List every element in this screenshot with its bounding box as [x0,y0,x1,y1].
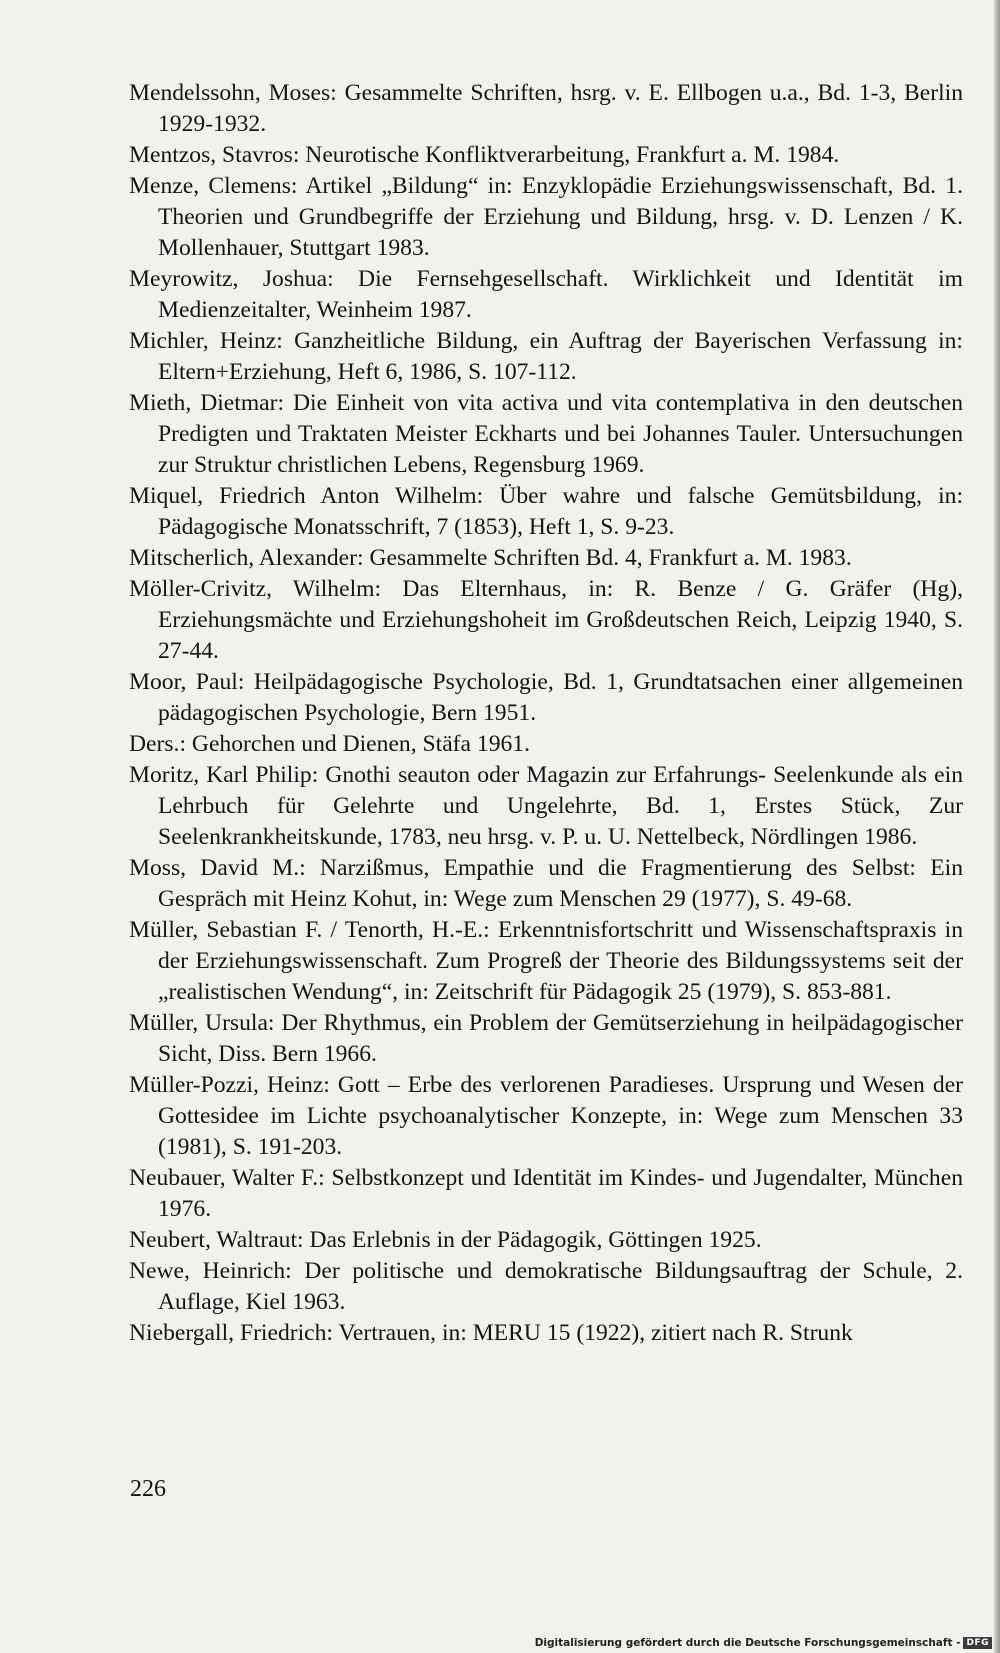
bibliography-entry: Niebergall, Friedrich: Vertrauen, in: MERU 15 (1922), zitiert nach R. Strunk [129,1320,853,1346]
bibliography-entry: Mentzos, Stavros: Neurotische Konfliktverarbeitung, Frankfurt a. M. 1984. [129,142,840,168]
bibliography-entry: Mitscherlich, Alexander: Gesammelte Schriften Bd. 4, Frankfurt a. M. 1983. [129,545,852,571]
bibliography-list [129,78,963,1349]
bibliography-entry: Meyrowitz, Joshua: Die Fernsehgesellschaft. Wirklichkeit und Identität im Medienzeitalter, Weinheim 1987. [129,266,963,323]
bibliography-entry: Müller, Ursula: Der Rhythmus, ein Problem der Gemütserziehung in heilpädagogischer Sicht, Diss. Bern 1966. [129,1010,963,1067]
bibliography-entry: Mieth, Dietmar: Die Einheit von vita activa und vita contemplativa in den deutschen Predigten und Traktaten Meister Eckharts und bei Johannes Tauler. Untersuchungen zur Struktur christlichen Lebens, Regensburg 1969. [129,390,963,478]
bibliography-entry: Menze, Clemens: Artikel „Bildung“ in: Enzyklopädie Erziehungswissenschaft, Bd. 1. Theorien und Grundbegriffe der Erziehung und Bildung, hrsg. v. D. Lenzen / K. Mollenhauer, Stuttgart 1983. [129,173,963,261]
funding-footer [535,1637,992,1649]
bibliography-entry: Ders.: Gehorchen und Dienen, Stäfa 1961. [129,731,530,757]
page-edge-shadow [994,0,1000,1653]
bibliography-entry: Neubauer, Walter F.: Selbstkonzept und Identität im Kindes- und Jugendalter, München 1976. [129,1165,963,1222]
bibliography-entry: Michler, Heinz: Ganzheitliche Bildung, ein Auftrag der Bayerischen Verfassung in: Eltern+Erziehung, Heft 6, 1986, S. 107-112. [129,328,963,385]
page-number: 226 [130,1476,166,1502]
bibliography-entry: Neubert, Waltraut: Das Erlebnis in der Pädagogik, Göttingen 1925. [129,1227,762,1253]
bibliography-entry: Moor, Paul: Heilpädagogische Psychologie, Bd. 1, Grundtatsachen einer allgemeinen pädagogischen Psychologie, Bern 1951. [129,669,963,726]
bibliography-entry: Newe, Heinrich: Der politische und demokratische Bildungsauftrag der Schule, 2. Auflage, Kiel 1963. [129,1258,963,1315]
bibliography-entry: Moss, David M.: Narzißmus, Empathie und die Fragmentierung des Selbst: Ein Gespräch mit Heinz Kohut, in: Wege zum Menschen 29 (1977), S. 49-68. [129,855,963,912]
bibliography-entry: Müller-Pozzi, Heinz: Gott – Erbe des verlorenen Paradieses. Ursprung und Wesen der Gottesidee im Lichte psychoanalytischer Konzepte, in: Wege zum Menschen 33 (1981), S. 191-203. [129,1072,963,1160]
bibliography-entry: Mendelssohn, Moses: Gesammelte Schriften, hsrg. v. E. Ellbogen u.a., Bd. 1-3, Berlin 1929-1932. [129,80,963,137]
bibliography-entry: Moritz, Karl Philip: Gnothi seauton oder Magazin zur Erfahrungs- Seelenkunde als ein Lehrbuch für Gelehrte und Ungelehrte, Bd. 1, Erstes Stück, Zur Seelenkrankheitskunde, 1783, neu hrsg. v. P. u. U. Nettelbeck, Nördlingen 1986. [129,762,963,850]
dfg-logo: DFG [963,1637,992,1649]
bibliography-entry: Müller, Sebastian F. / Tenorth, H.-E.: Erkenntnisfortschritt und Wissenschaftspraxis in der Erziehungswissenschaft. Zum Progreß der Theorie des Bildungssystems seit der „realistischen Wendung“, in: Zeitschrift für Pädagogik 25 (1979), S. 853-881. [129,917,963,1005]
bibliography-entry: Miquel, Friedrich Anton Wilhelm: Über wahre und falsche Gemütsbildung, in: Pädagogische Monatsschrift, 7 (1853), Heft 1, S. 9-23. [129,483,963,540]
bibliography-entry: Möller-Crivitz, Wilhelm: Das Elternhaus, in: R. Benze / G. Gräfer (Hg), Erziehungsmächte und Erziehungshoheit im Großdeutschen Reich, Leipzig 1940, S. 27-44. [129,576,963,664]
footer-text: Digitalisierung gefördert durch die Deutsche Forschungsgemeinschaft - [534,1637,961,1649]
